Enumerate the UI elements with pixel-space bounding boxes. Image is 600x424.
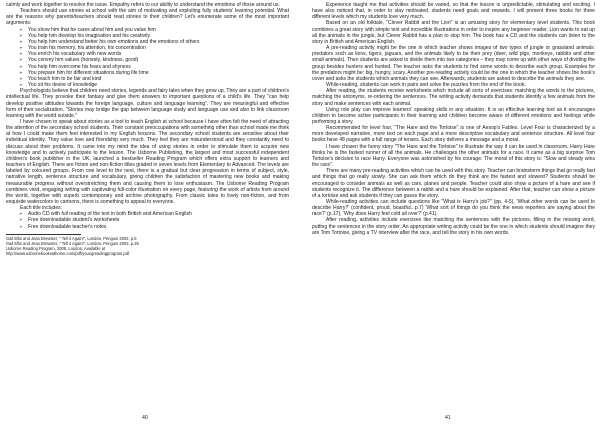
left-page [6,2,289,256]
paragraph: I have chosen to speak about stories as a tool to teach English at school because I have often felt the need of attracting the attention of the secondary school students. Their constant preoccupations with something other than school made me think at how I could make them feel interested in my English lessons. The secondary school students are sensitive about their individual identity. They value love and friendship very much. They feel they are misunderstood and they constantly need to discuss about their problems. It came into my mind the idea of using stories in order to stimulate them to acquire new knowledge and to actively participate to the lesson. The Usborne Publishing, the largest and most successful independent children's book publisher in the UK, launched a bestseller Reading Program which offers extra support to learners and teachers of English. There are fiction and non-fiction titles graded in seven levels from Elementary to Advanced. The levels are labeled by coloured groups. From one level to the next, there is a gradual but clear progression in terms of subject, style, narrative length, sentence structure and vocabulary, giving children the satisfaction of mastering new books and making measurable progress without overstretching them and causing them to lose enthusiasm. The Usborne Reading Program combines vivid, engaging writing with captivating full-color illustration on every page, featuring the work of artists from around the world, together with superb contemporary and archive photography. From classic tales to lively non-fiction, and from exquisite watercolors to cartoons, there is something to appeal to everyone. [6,118,289,205]
paragraph: Psychologists believe that children need stories, legends and fairy tales when they grow up. They are a part of children's intellectual life. They provoke their fantasy and give them answers to important questions of a child's life. They "can help develop positive attitudes towards the foreign language, culture and language learning". They are meaningful and effective form of their socialization. "Stories may bridge the gap between language study and language use and also to link classroom learning with the world outside." [6,88,289,119]
paragraph: After reading, the students receive worksheets which include all sorts of exercises: matching the words to the pictures, matching the antonyms, re-ordering the sentences. The writing activity demands that students identify a few animals from the story and make sentences with each animal. [312,88,595,107]
right-page [312,2,595,236]
footnote-url: http://www.usbornebooksathome.com/pdf/youngreadingprogram.pdf [6,251,130,257]
list-item: ➢ Free downloadable teacher's notes [28,224,289,230]
list-item: ➢ You help him understand better his own emotions and the emotions of others [28,39,289,45]
footnote: Gail Ellis and Jean Brewster, " Tell it Again!", London, Penguin 2002, p.26 [6,240,139,246]
paragraph: While-reading activities can include questions like "What is Harry's job?" (pp. 4-5), 'What other words can be used to describe Harry?' (confident, proud, boastful...p.7) 'What sort of things do you think the news reporters are saying about the race?' (p.17), 'Why does Harry feel cold all over?' (p.41). [312,199,595,218]
page-number-right: 41 [445,415,451,421]
footnote: Usborne Reading Program, 2008, London. Available at [6,245,106,251]
footnote-divider [6,234,81,235]
paragraph: There are many pre-reading activities which can be used with this story. Teacher can brainstorm things that go really fast and things that go really slowly. She can ask them which do they think are the fastest and slowest? Students should be encouraged to consider animals as well as cars, planes and people. Teacher could also show a picture of a hare and see if students recognize it. The difference between a rabbit and a hare should be explained. After that, teacher can show a picture of a tortoise and ask students if they can guess the story. [312,168,595,199]
paragraph: Each title includes: [20,205,63,212]
paragraph: While-reading, students can work in pairs and solve the puzzles from the end of the book. [326,82,526,89]
paragraph: Recommended for level four, "The Hare and the Tortoise" is one of Aesop's Fables. Level Four is characterized by a more developed narrative, more text on each page and a more descriptive vocabulary and sentence structure. All level four books have 48 pages with a full range of tenses. Each story delivers a message and a moral. [312,125,595,144]
paragraph: calmly and work together to resolve the issue. Empathy refers to our ability to understand the emotions of those around us. [6,2,280,8]
list-item: ➢ You sit his desire of knowledge [28,82,289,88]
paragraph: Using role play can improve learners' speaking skills in any situation. It is an effective learning tool as it encourages children to become active participants in their learning and children become aware of different emotions and feelings while performing a story. [312,106,595,125]
paragraph: A pre-reading activity might be the one in which teacher shows images of two types of jungle or grassland animals: predators such as lions, tigers, jaguars, and the animals likely to be their prey (deer, wild pigs, monkeys, rabbits and other small animals). Then students are asked to divide them into two categories – they may come up with other ways of dividing the group besides hunters and hunted. The teacher asks the students to find some words to describe each group. Examples for the predators might be: big, hungry, scary. Another pre-reading activity could be the one in which the teacher shows the book's cover and asks the students which animals they can see. Afterwards, students are asked to describe the animals they see. [312,45,595,82]
list-item: ➢ You teach him to be fair and kind [28,76,289,82]
list-item: ➢ You help him overcome his fears and shyness [28,64,289,70]
paragraph: Teachers should use stories at school with the aim of motivating and exploiting fully students' learning potential. What are the reasons why parents/teachers should read stories to their children? Let's enumerate some of the most important arguments: [6,8,289,27]
list-item: ➢ Audio CD with full reading of the text in both British and American English [28,211,289,217]
list-item: ➢ You help him develop his imagination and his creativity [28,33,289,39]
footnote: Gail Ellis and Jean Brewster, " Tell it Again!", London, Penguin 2002, p.6 [6,235,137,241]
includes-list [6,211,289,229]
paragraph: Based on an old folktale, "Clever Rabbit and the Lion" is an amusing story for elementary level students. This book combines a great story with simple text and incredible illustrations in order to inspire any beginner reader. Lion wants to eat up all the animals in the jungle, but Clever Rabbit has a plan to stop him. The book has a CD and the students can listen to the story in British and American English. [312,20,595,45]
list-item: ➢ Free downloadable student's worksheets [28,217,289,223]
list-item: ➢ You enrich his vocabulary with new words [28,51,289,57]
reasons-list [6,27,289,89]
list-item: ➢ You prepare him for different situations during life time [28,70,289,76]
page-number-left: 40 [142,415,148,421]
paragraph: After reading, activities include exercises like matching the sentences with the pictures, filling in the missing word, putting the sentences in the story order. An appropriate writing activity could be the one in which students should imagine they are Tom Tortoise, giving a TV interview after the race, and tell the story in his own words. [312,217,595,236]
paragraph: Experience taught me that activities should be varied, so that the lesson is unpredictable, stimulating and exciting. I have also noticed that, in order to stay motivated, students need goals and rewards. I will present three books for three different levels which my students love very much. [312,2,595,21]
paragraph: I have chosen the funny story "The Hare and the Tortoise" to illustrate the way it can be used in classroom. Harry Hare thinks he is the fastest runner of all the animals. He challenges the other animals for a race. It came as a big surprise Tom Tortoise's decision to race Harry. Everyone was astonished by his courage. The moral of this story is: "Slow and steady wins the race". [312,143,595,169]
list-item: ➢ You show him that he cares about him and you value him [28,27,289,33]
list-item: ➢ You convey him values (honesty, kindness, good) [28,57,289,63]
list-item: ➢ You train his memory, his attention, his concentration [28,45,289,51]
